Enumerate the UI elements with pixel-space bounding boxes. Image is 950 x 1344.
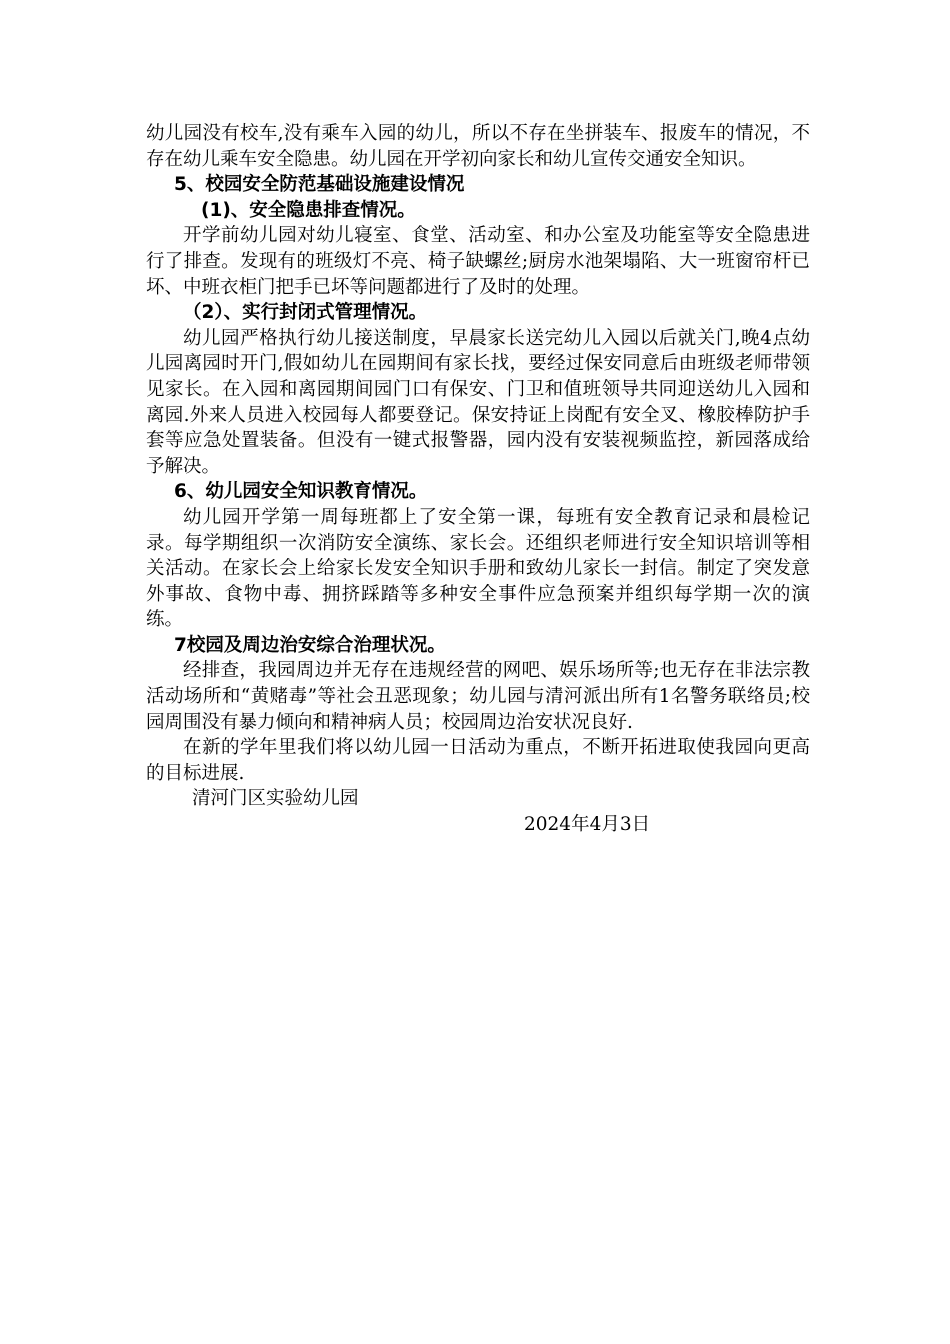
paragraph-section-5-1: 开学前幼儿园对幼儿寝室、食堂、活动室、和办公室及功能室等安全隐患进行了排查。发现有的班级灯不亮、椅子缺螺丝;厨房水池架塌陷、大一班窗帘杆已坏、中班衣柜门把手已坏等问题都进行了及时的处理。 xyxy=(146,225,810,298)
heading-section-7: 7校园及周边治安综合治理状况。 xyxy=(174,634,446,656)
document-date: 2024年4月3日 xyxy=(524,814,651,836)
paragraph-intro: 幼儿园没有校车,没有乘车入园的幼儿，所以不存在坐拼装车、报废车的情况，不存在幼儿乘车安全隐患。幼儿园在开学初向家长和幼儿宣传交通安全知识。 xyxy=(146,123,810,170)
heading-section-5-1: (1)、安全隐患排查情况。 xyxy=(201,199,416,221)
heading-section-6: 6、幼儿园安全知识教育情况。 xyxy=(174,481,428,503)
paragraph-section-6: 幼儿园开学第一周每班都上了安全第一课，每班有安全教育记录和晨检记录。每学期组织一次消防安全演练、家长会。还组织老师进行安全知识培训等相关活动。在家长会上给家长发安全知识手册和致幼儿家长一封信。制定了突发意外事故、食物中毒、拥挤踩踏等多种安全事件应急预案并组织每学期一次的演练。 xyxy=(146,506,810,631)
paragraph-section-7: 经排查，我园周边并无存在违规经营的网吧、娱乐场所等;也无存在非法宗教活动场所和“黄赌毒”等社会丑恶现象；幼儿园与清河派出所有1名警务联络员;校园周围没有暴力倾向和精神病人员；校园周边治安状况良好. xyxy=(146,660,810,733)
heading-section-5: 5、校园安全防范基础设施建设情况 xyxy=(174,174,465,196)
paragraph-section-5-2: 幼儿园严格执行幼儿接送制度，早晨家长送完幼儿入园以后就关门,晚4点幼儿园离园时开门,假如幼儿在园期间有家长找，要经过保安同意后由班级老师带领见家长。在入园和离园期间园门口有保安、门卫和值班领导共同迎送幼儿入园和离园.外来人员进入校园每人都要登记。保安持证上岗配有安全叉、橡胶棒防护手套等应急处置装备。但没有一键式报警器，园内没有安装视频监控，新园落成给予解决。 xyxy=(146,327,810,477)
document-body xyxy=(146,121,810,838)
paragraph-closing: 在新的学年里我们将以幼儿园一日活动为重点，不断开拓进取使我园向更高的目标进展. xyxy=(146,737,810,784)
organization-signature: 清河门区实验幼儿园 xyxy=(192,788,359,810)
heading-section-5-2: （2）、实行封闭式管理情况。 xyxy=(183,302,428,324)
